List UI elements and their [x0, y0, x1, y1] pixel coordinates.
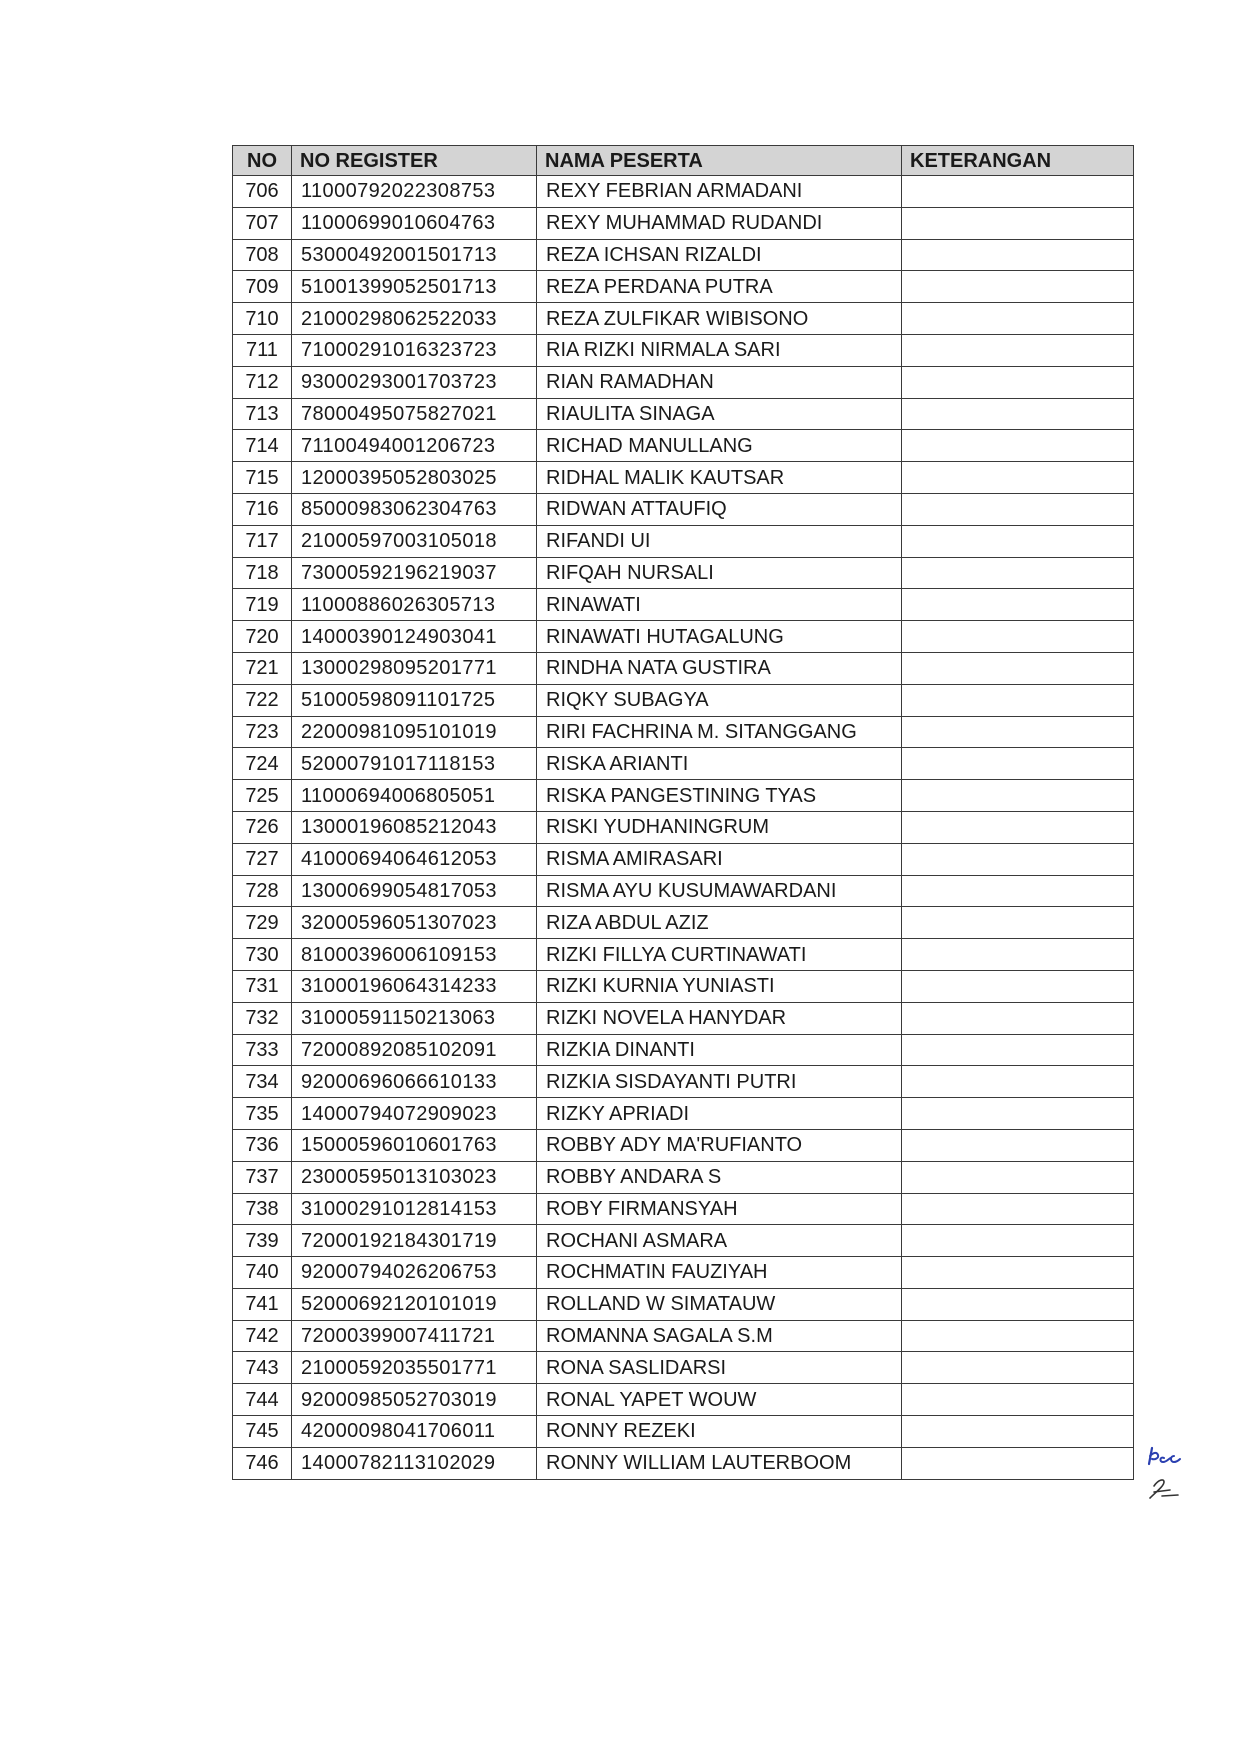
cell-no: 727	[233, 843, 292, 875]
cell-register: 21000597003105018	[292, 525, 537, 557]
cell-note	[902, 271, 1134, 303]
cell-no: 725	[233, 780, 292, 812]
table-row	[233, 271, 1134, 303]
cell-no: 741	[233, 1288, 292, 1320]
table-row	[233, 176, 1134, 208]
cell-note	[902, 366, 1134, 398]
cell-no: 744	[233, 1384, 292, 1416]
cell-name: RIAULITA SINAGA	[537, 398, 902, 430]
cell-note	[902, 525, 1134, 557]
cell-no: 740	[233, 1257, 292, 1289]
table-row	[233, 875, 1134, 907]
cell-no: 716	[233, 493, 292, 525]
cell-name: ROMANNA SAGALA S.M	[537, 1320, 902, 1352]
cell-no: 718	[233, 557, 292, 589]
cell-name: RICHAD MANULLANG	[537, 430, 902, 462]
table-header-row	[233, 146, 1134, 176]
cell-name: REZA ZULFIKAR WIBISONO	[537, 303, 902, 335]
cell-register: 14000794072909023	[292, 1098, 537, 1130]
cell-no: 735	[233, 1098, 292, 1130]
cell-note	[902, 589, 1134, 621]
cell-note	[902, 1129, 1134, 1161]
cell-name: RISKA ARIANTI	[537, 748, 902, 780]
cell-note	[902, 1066, 1134, 1098]
cell-no: 715	[233, 462, 292, 494]
cell-name: RIZKI FILLYA CURTINAWATI	[537, 939, 902, 971]
cell-note	[902, 748, 1134, 780]
cell-note	[902, 1416, 1134, 1448]
cell-name: REXY FEBRIAN ARMADANI	[537, 176, 902, 208]
cell-note	[902, 907, 1134, 939]
cell-no: 738	[233, 1193, 292, 1225]
cell-name: RINDHA NATA GUSTIRA	[537, 652, 902, 684]
cell-register: 52000791017118153	[292, 748, 537, 780]
cell-no: 712	[233, 366, 292, 398]
table-row	[233, 398, 1134, 430]
cell-no: 730	[233, 939, 292, 971]
cell-register: 72000399007411721	[292, 1320, 537, 1352]
cell-name: RIZKI NOVELA HANYDAR	[537, 1002, 902, 1034]
cell-note	[902, 811, 1134, 843]
table-row	[233, 462, 1134, 494]
table-row	[233, 1384, 1134, 1416]
table-row	[233, 430, 1134, 462]
table-row	[233, 1129, 1134, 1161]
cell-name: RIQKY SUBAGYA	[537, 684, 902, 716]
cell-no: 731	[233, 970, 292, 1002]
cell-register: 13000298095201771	[292, 652, 537, 684]
cell-register: 71000291016323723	[292, 334, 537, 366]
cell-name: RIA RIZKI NIRMALA SARI	[537, 334, 902, 366]
cell-note	[902, 1257, 1134, 1289]
cell-note	[902, 1352, 1134, 1384]
cell-register: 14000782113102029	[292, 1447, 537, 1479]
cell-register: 78000495075827021	[292, 398, 537, 430]
cell-no: 734	[233, 1066, 292, 1098]
cell-note	[902, 1098, 1134, 1130]
table-row	[233, 1352, 1134, 1384]
cell-name: ROBY FIRMANSYAH	[537, 1193, 902, 1225]
cell-name: RIZKIA SISDAYANTI PUTRI	[537, 1066, 902, 1098]
cell-note	[902, 303, 1134, 335]
cell-no: 726	[233, 811, 292, 843]
table-row	[233, 748, 1134, 780]
cell-note	[902, 875, 1134, 907]
cell-register: 93000293001703723	[292, 366, 537, 398]
cell-no: 710	[233, 303, 292, 335]
cell-note	[902, 1225, 1134, 1257]
cell-no: 742	[233, 1320, 292, 1352]
cell-note	[902, 1320, 1134, 1352]
cell-name: ROCHMATIN FAUZIYAH	[537, 1257, 902, 1289]
cell-register: 31000291012814153	[292, 1193, 537, 1225]
cell-register: 42000098041706011	[292, 1416, 537, 1448]
table-row	[233, 1225, 1134, 1257]
cell-name: ROLLAND W SIMATAUW	[537, 1288, 902, 1320]
cell-register: 72000192184301719	[292, 1225, 537, 1257]
cell-name: RINAWATI	[537, 589, 902, 621]
cell-no: 707	[233, 207, 292, 239]
table-row	[233, 684, 1134, 716]
cell-no: 728	[233, 875, 292, 907]
cell-note	[902, 652, 1134, 684]
cell-note	[902, 430, 1134, 462]
cell-name: REXY MUHAMMAD RUDANDI	[537, 207, 902, 239]
cell-name: ROBBY ADY MA'RUFIANTO	[537, 1129, 902, 1161]
table-row	[233, 303, 1134, 335]
table-row	[233, 907, 1134, 939]
table-row	[233, 1416, 1134, 1448]
cell-register: 53000492001501713	[292, 239, 537, 271]
header-note: KETERANGAN	[902, 146, 1134, 176]
cell-register: 41000694064612053	[292, 843, 537, 875]
cell-name: RIDWAN ATTAUFIQ	[537, 493, 902, 525]
table-row	[233, 652, 1134, 684]
cell-register: 21000592035501771	[292, 1352, 537, 1384]
cell-register: 51000598091101725	[292, 684, 537, 716]
cell-name: RIZKY APRIADI	[537, 1098, 902, 1130]
cell-no: 720	[233, 621, 292, 653]
cell-note	[902, 970, 1134, 1002]
cell-name: RISKA PANGESTINING TYAS	[537, 780, 902, 812]
table-body	[233, 176, 1134, 1480]
cell-name: RISKI YUDHANINGRUM	[537, 811, 902, 843]
cell-register: 11000792022308753	[292, 176, 537, 208]
cell-register: 14000390124903041	[292, 621, 537, 653]
table-row	[233, 1098, 1134, 1130]
cell-note	[902, 1447, 1134, 1479]
cell-no: 724	[233, 748, 292, 780]
cell-note	[902, 780, 1134, 812]
table-row	[233, 525, 1134, 557]
table-row	[233, 1034, 1134, 1066]
cell-register: 22000981095101019	[292, 716, 537, 748]
table-row	[233, 334, 1134, 366]
cell-name: RINAWATI HUTAGALUNG	[537, 621, 902, 653]
cell-no: 737	[233, 1161, 292, 1193]
cell-name: RIFANDI UI	[537, 525, 902, 557]
cell-note	[902, 334, 1134, 366]
cell-no: 721	[233, 652, 292, 684]
cell-note	[902, 716, 1134, 748]
cell-name: RIZKI KURNIA YUNIASTI	[537, 970, 902, 1002]
table-row	[233, 366, 1134, 398]
cell-no: 714	[233, 430, 292, 462]
cell-no: 729	[233, 907, 292, 939]
cell-register: 73000592196219037	[292, 557, 537, 589]
cell-name: REZA ICHSAN RIZALDI	[537, 239, 902, 271]
cell-name: RIRI FACHRINA M. SITANGGANG	[537, 716, 902, 748]
cell-note	[902, 1034, 1134, 1066]
cell-register: 11000886026305713	[292, 589, 537, 621]
cell-register: 92000985052703019	[292, 1384, 537, 1416]
cell-no: 713	[233, 398, 292, 430]
cell-register: 31000591150213063	[292, 1002, 537, 1034]
cell-register: 85000983062304763	[292, 493, 537, 525]
cell-note	[902, 176, 1134, 208]
table-row	[233, 970, 1134, 1002]
cell-register: 11000694006805051	[292, 780, 537, 812]
cell-register: 52000692120101019	[292, 1288, 537, 1320]
table-row	[233, 1066, 1134, 1098]
cell-note	[902, 1161, 1134, 1193]
cell-register: 21000298062522033	[292, 303, 537, 335]
cell-register: 11000699010604763	[292, 207, 537, 239]
cell-no: 719	[233, 589, 292, 621]
table-row	[233, 780, 1134, 812]
cell-name: RISMA AMIRASARI	[537, 843, 902, 875]
cell-no: 732	[233, 1002, 292, 1034]
cell-note	[902, 493, 1134, 525]
table-row	[233, 1320, 1134, 1352]
cell-name: RIAN RAMADHAN	[537, 366, 902, 398]
cell-register: 12000395052803025	[292, 462, 537, 494]
cell-no: 711	[233, 334, 292, 366]
cell-no: 706	[233, 176, 292, 208]
cell-name: RIFQAH NURSALI	[537, 557, 902, 589]
cell-no: 722	[233, 684, 292, 716]
cell-name: ROCHANI ASMARA	[537, 1225, 902, 1257]
cell-no: 745	[233, 1416, 292, 1448]
cell-note	[902, 684, 1134, 716]
header-register: NO REGISTER	[292, 146, 537, 176]
table-row	[233, 1002, 1134, 1034]
cell-name: RIZKIA DINANTI	[537, 1034, 902, 1066]
table-row	[233, 1447, 1134, 1479]
cell-register: 71100494001206723	[292, 430, 537, 462]
cell-note	[902, 1193, 1134, 1225]
cell-register: 32000596051307023	[292, 907, 537, 939]
table-row	[233, 1257, 1134, 1289]
handwritten-initial-icon	[1140, 1440, 1200, 1510]
cell-no: 736	[233, 1129, 292, 1161]
cell-name: RONNY WILLIAM LAUTERBOOM	[537, 1447, 902, 1479]
cell-register: 13000699054817053	[292, 875, 537, 907]
table-row	[233, 1193, 1134, 1225]
cell-name: REZA PERDANA PUTRA	[537, 271, 902, 303]
table-row	[233, 716, 1134, 748]
cell-no: 709	[233, 271, 292, 303]
table-row	[233, 239, 1134, 271]
table-row	[233, 811, 1134, 843]
cell-no: 746	[233, 1447, 292, 1479]
cell-name: ROBBY ANDARA S	[537, 1161, 902, 1193]
cell-note	[902, 207, 1134, 239]
table-row	[233, 939, 1134, 971]
table-row	[233, 843, 1134, 875]
cell-register: 92000696066610133	[292, 1066, 537, 1098]
table-row	[233, 493, 1134, 525]
cell-note	[902, 239, 1134, 271]
cell-register: 13000196085212043	[292, 811, 537, 843]
cell-no: 733	[233, 1034, 292, 1066]
cell-name: RISMA AYU KUSUMAWARDANI	[537, 875, 902, 907]
table-row	[233, 621, 1134, 653]
cell-register: 72000892085102091	[292, 1034, 537, 1066]
header-name: NAMA PESERTA	[537, 146, 902, 176]
cell-no: 717	[233, 525, 292, 557]
cell-name: RONA SASLIDARSI	[537, 1352, 902, 1384]
cell-no: 739	[233, 1225, 292, 1257]
table-row	[233, 207, 1134, 239]
table-row	[233, 557, 1134, 589]
cell-name: RIZA ABDUL AZIZ	[537, 907, 902, 939]
cell-no: 708	[233, 239, 292, 271]
cell-note	[902, 1288, 1134, 1320]
cell-register: 23000595013103023	[292, 1161, 537, 1193]
cell-register: 81000396006109153	[292, 939, 537, 971]
cell-no: 723	[233, 716, 292, 748]
cell-note	[902, 1002, 1134, 1034]
cell-no: 743	[233, 1352, 292, 1384]
cell-note	[902, 1384, 1134, 1416]
cell-name: RONNY REZEKI	[537, 1416, 902, 1448]
table-row	[233, 1161, 1134, 1193]
cell-note	[902, 621, 1134, 653]
cell-name: RONAL YAPET WOUW	[537, 1384, 902, 1416]
cell-note	[902, 843, 1134, 875]
header-no: NO	[233, 146, 292, 176]
cell-register: 92000794026206753	[292, 1257, 537, 1289]
cell-note	[902, 398, 1134, 430]
table-row	[233, 1288, 1134, 1320]
cell-register: 31000196064314233	[292, 970, 537, 1002]
participant-table	[232, 145, 1134, 1480]
cell-note	[902, 462, 1134, 494]
table-row	[233, 589, 1134, 621]
cell-note	[902, 557, 1134, 589]
cell-name: RIDHAL MALIK KAUTSAR	[537, 462, 902, 494]
cell-register: 51001399052501713	[292, 271, 537, 303]
cell-note	[902, 939, 1134, 971]
cell-register: 15000596010601763	[292, 1129, 537, 1161]
